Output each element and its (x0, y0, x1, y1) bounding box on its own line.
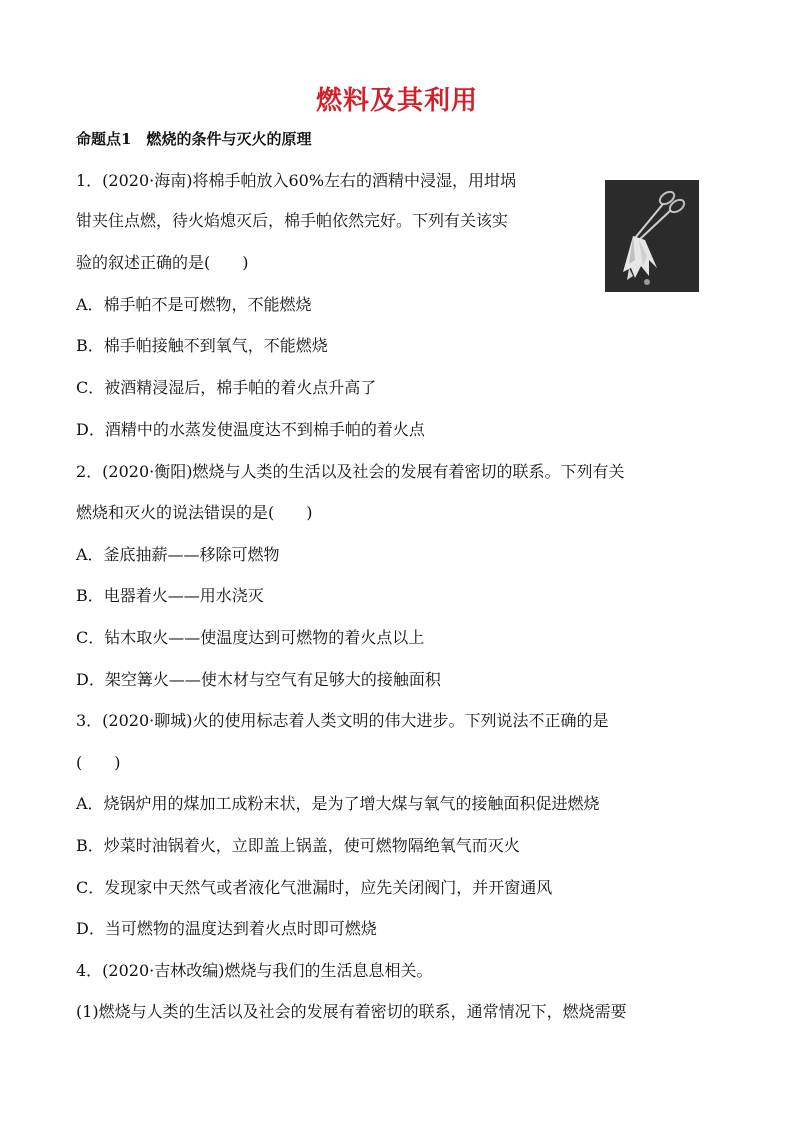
question-3-option-c: C．发现家中天然气或者液化气泄漏时，应先关闭阀门，并开窗通风 (76, 878, 553, 897)
question-2-option-a: A．釜底抽薪——移除可燃物 (76, 545, 280, 564)
question-3-option-b: B．炒菜时油锅着火，立即盖上锅盖，使可燃物隔绝氧气而灭火 (76, 836, 520, 855)
question-2-stem-line-2: 燃烧和灭火的说法错误的是( ) (76, 503, 313, 522)
question-4-stem-line-2: (1)燃烧与人类的生活以及社会的发展有着密切的联系，通常情况下，燃烧需要 (76, 1002, 627, 1021)
question-3-option-a: A．烧锅炉用的煤加工成粉末状，是为了增大煤与氧气的接触面积促进燃烧 (76, 794, 600, 813)
question-3-option-d: D．当可燃物的温度达到着火点时即可燃烧 (76, 919, 377, 938)
question-1-stem-line-2: 钳夹住点燃，待火焰熄灭后，棉手帕依然完好。下列有关该实 (76, 211, 509, 230)
question-1-stem-line-3: 验的叙述正确的是( ) (76, 253, 249, 272)
page-title: 燃料及其利用 (315, 86, 478, 116)
question-2-stem-line-1: 2．(2020·衡阳)燃烧与人类的生活以及社会的发展有着密切的联系。下列有关 (76, 462, 625, 481)
question-3-stem-line-1: 3．(2020·聊城)火的使用标志着人类文明的伟大进步。下列说法不正确的是 (76, 711, 609, 730)
question-1-stem-line-1: 1．(2020·海南)将棉手帕放入60%左右的酒精中浸湿，用坩埚 (76, 171, 517, 190)
question-1-option-a: A．棉手帕不是可燃物，不能燃烧 (76, 295, 312, 314)
question-3-stem-line-2: ( ) (76, 753, 121, 772)
question-2-option-d: D．架空篝火——使木材与空气有足够大的接触面积 (76, 670, 441, 689)
question-2-option-b: B．电器着火——用水浇灭 (76, 586, 264, 605)
question-1-option-b: B．棉手帕接触不到氧气，不能燃烧 (76, 336, 328, 355)
question-1-option-d: D．酒精中的水蒸发使温度达不到棉手帕的着火点 (76, 420, 425, 439)
tongs-handkerchief-image (605, 180, 699, 292)
section-heading: 命题点1 燃烧的条件与灭火的原理 (76, 130, 312, 148)
tongs-holding-handkerchief-icon (605, 180, 699, 292)
question-2-option-c: C．钻木取火——使温度达到可燃物的着火点以上 (76, 628, 425, 647)
question-4-stem-line-1: 4．(2020·吉林改编)燃烧与我们的生活息息相关。 (76, 961, 433, 980)
question-1-option-c: C．被酒精浸湿后，棉手帕的着火点升高了 (76, 378, 377, 397)
